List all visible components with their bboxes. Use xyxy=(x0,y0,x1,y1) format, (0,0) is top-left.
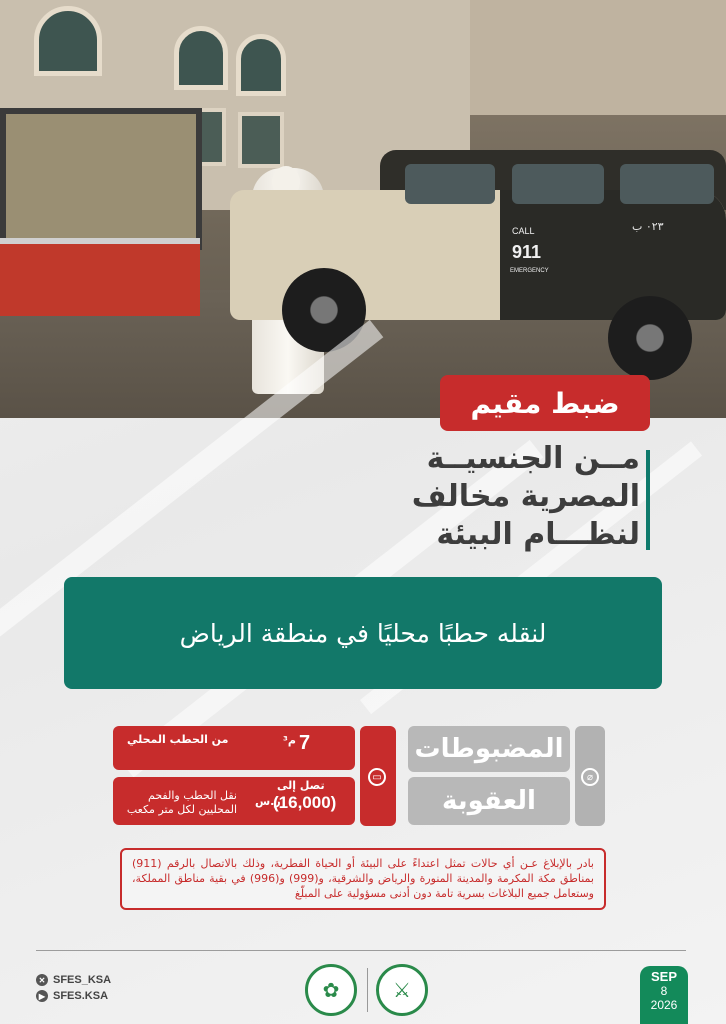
social-x[interactable] xyxy=(36,974,111,986)
footer-divider xyxy=(36,950,686,951)
seized-unit: م³ xyxy=(283,734,296,747)
handcuff-icon: ⌀ xyxy=(581,768,599,786)
firewood-cargo xyxy=(0,108,202,250)
social-youtube[interactable] xyxy=(36,990,108,1002)
social-handle: SFES_KSA xyxy=(53,974,112,986)
seized-label: المضبوطات xyxy=(408,726,570,772)
date-year: 2026 xyxy=(650,998,678,1012)
car-window xyxy=(620,164,714,204)
saudi-emblem-icon: ⚔ xyxy=(376,964,428,1016)
headline-accent-bar xyxy=(646,450,650,550)
window-arch xyxy=(174,26,228,90)
riyal-symbol-icon: ر.س xyxy=(255,795,281,808)
icon-column-red xyxy=(360,726,396,826)
date-month: SEP xyxy=(650,969,677,984)
headline-line: مــن الجنسيــة xyxy=(426,441,640,476)
window-arch xyxy=(34,6,102,76)
penalty-desc-line: نقل الحطب والفحم xyxy=(148,789,237,802)
social-handle: SFES.KSA xyxy=(53,990,109,1002)
date-day: 8 xyxy=(660,984,668,998)
truck-tailgate xyxy=(0,238,200,316)
icon-column xyxy=(575,726,605,826)
penalty-desc xyxy=(119,789,237,817)
car-wheel xyxy=(608,296,692,380)
penalty-desc-line: المحليين لكل متر مكعب xyxy=(126,803,237,816)
news-photo xyxy=(0,0,726,418)
sfes-logo-icon: ✿ xyxy=(305,964,357,1016)
penalty-value-box xyxy=(113,777,355,825)
headline-line: لنظـــام البيئة xyxy=(436,517,640,552)
car-emergency-label: EMERGENCY xyxy=(510,268,549,274)
subject-banner: لنقله حطبًا محليًا في منطقة الرياض xyxy=(64,577,662,689)
money-icon: ▭ xyxy=(368,768,386,786)
penalty-value: (16,000) xyxy=(273,793,337,812)
seized-value: 7 xyxy=(299,732,311,754)
headline xyxy=(320,440,640,554)
car-window xyxy=(405,164,495,204)
building-right xyxy=(470,0,726,115)
seized-value-box xyxy=(113,726,355,770)
headline-line: المصرية مخالف xyxy=(411,479,640,514)
truck xyxy=(0,108,212,308)
car-call-label: CALL xyxy=(512,226,535,236)
youtube-icon: ▶ xyxy=(36,990,48,1002)
date-tag xyxy=(640,966,688,1024)
car-911-label: 911 xyxy=(512,242,542,262)
x-icon: ✕ xyxy=(36,974,48,986)
logo-separator xyxy=(367,968,368,1012)
penalty-label: العقوبة xyxy=(408,777,570,825)
car-window xyxy=(512,164,604,204)
car-plate: ٠٢٣ ب xyxy=(632,220,664,233)
penalty-prefix: تصل إلى xyxy=(277,779,325,792)
headline-badge: ضبط مقيم xyxy=(440,375,650,431)
police-car xyxy=(230,150,726,360)
window-arch xyxy=(236,34,286,96)
seized-desc: من الحطب المحلي xyxy=(127,733,229,746)
reporting-notice: بادر بالإبلاغ عـن أي حالات تمثل اعتداءً على البيئة أو الحياة الفطرية، وذلك بالاتصال بالرقم (911) بمناطق مكة المكرمة والمدينة المنورة والرياض والشرقية، و(999) و(996) في بقية مناطق المملكة، وستعامل جميع البلاغات بسرية تامة دون أدنى مسؤولية على المبلّغ xyxy=(120,848,606,910)
